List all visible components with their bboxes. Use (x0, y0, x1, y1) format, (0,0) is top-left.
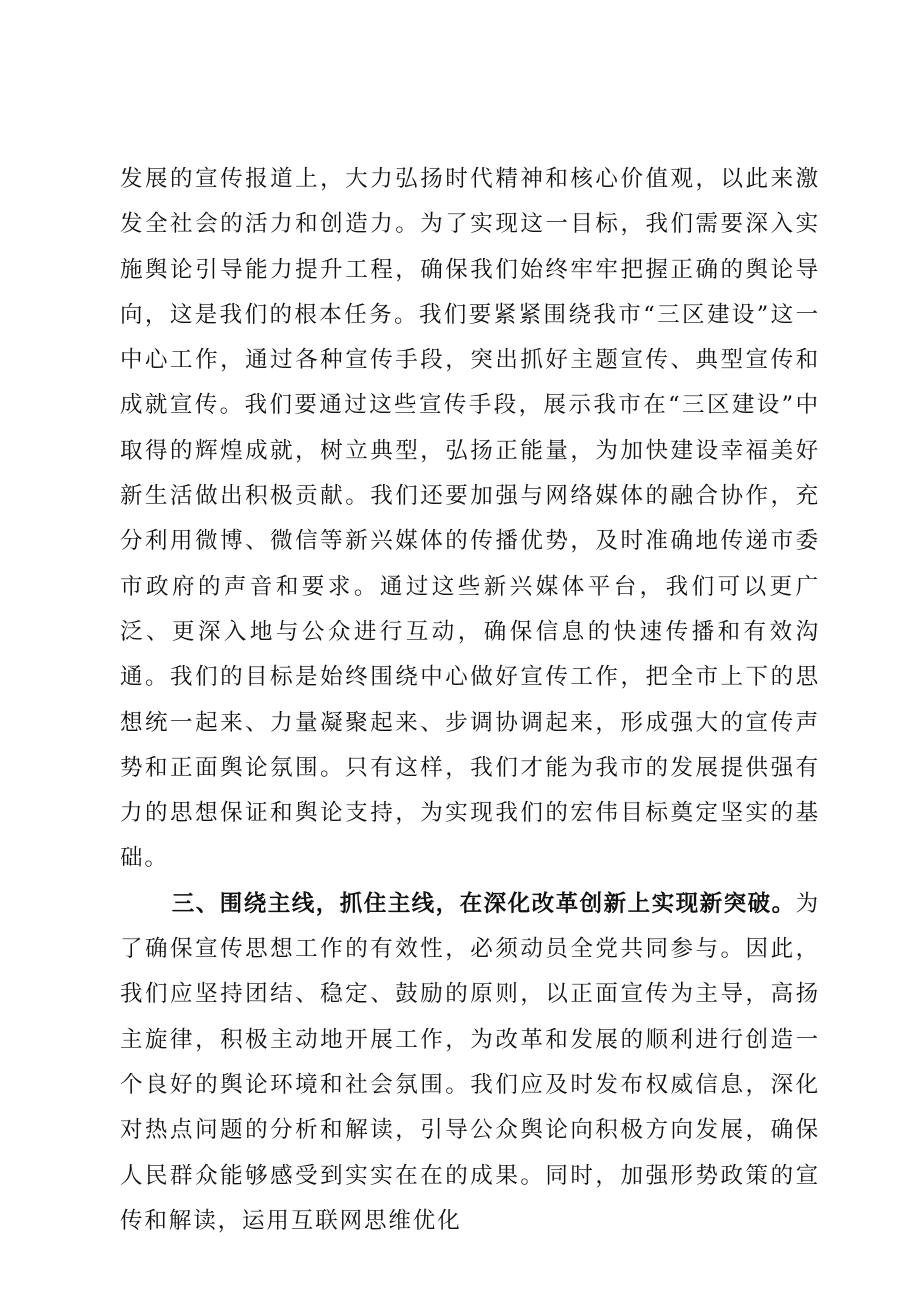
section-three-body: 为了确保宣传思想工作的有效性，必须动员全党共同参与。因此，我们应坚持团结、稳定、鼓励的原则，以正面宣传为主导，高扬主旋律，积极主动地开展工作，为改革和发展的顺利进行创造一个良好的舆论环境和社会氛围。我们应及时发布权威信息，深化对热点问题的分析和解读，引导公众舆论向积极方向发展，确保人民群众能够感受到实实在在的成果。同时，加强形势政策的宣传和解读，运用互联网思维优化 (120, 890, 820, 1234)
paragraph-continued: 发展的宣传报道上，大力弘扬时代精神和核心价值观，以此来激发全社会的活力和创造力。为了实现这一目标，我们需要深入实施舆论引导能力提升工程，确保我们始终牢牢把握正确的舆论导向，这是我们的根本任务。我们要紧紧围绕我市“三区建设”这一中心工作，通过各种宣传手段，突出抓好主题宣传、典型宣传和成就宣传。我们要通过这些宣传手段，展示我市在“三区建设”中取得的辉煌成就，树立典型，弘扬正能量，为加快建设幸福美好新生活做出积极贡献。我们还要加强与网络媒体的融合协作，充分利用微博、微信等新兴媒体的传播优势，及时准确地传递市委市政府的声音和要求。通过这些新兴媒体平台，我们可以更广泛、更深入地与公众进行互动，确保信息的快速传播和有效沟通。我们的目标是始终围绕中心做好宣传工作，把全市上下的思想统一起来、力量凝聚起来、步调协调起来，形成强大的宣传声势和正面舆论氛围。只有这样，我们才能为我市的发展提供强有力的思想保证和舆论支持，为实现我们的宏伟目标奠定坚实的基础。 (120, 166, 820, 872)
section-three-heading: 三、围绕主线，抓住主线，在深化改革创新上实现新突破。 (171, 890, 796, 917)
document-body (120, 157, 820, 1244)
section-three-paragraph (120, 882, 820, 1244)
